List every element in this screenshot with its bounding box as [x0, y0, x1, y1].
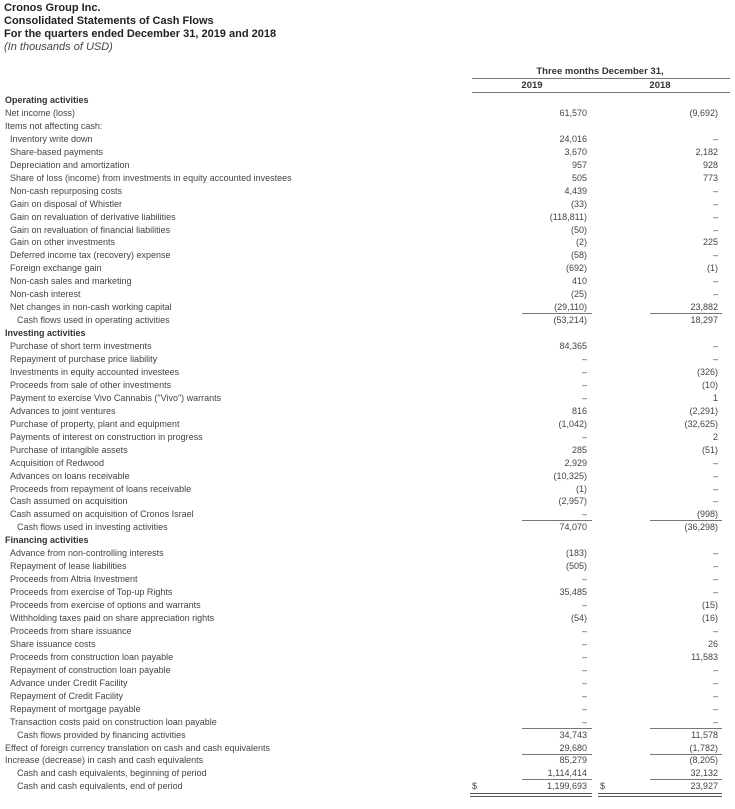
table-row: [0, 457, 735, 470]
value-2018: –: [712, 250, 718, 261]
total-double-rule: [470, 793, 592, 797]
table-row: [0, 120, 735, 133]
value-2018: 23,927: [690, 781, 718, 792]
row-label: Repayment of lease liabilities: [10, 561, 127, 572]
row-label: Payment to exercise Vivo Cannabis ("Vivo") warrants: [10, 392, 222, 403]
value-2018: 2,182: [695, 146, 718, 157]
value-2019: 85,279: [559, 755, 587, 766]
units-text: (In thousands of USD): [4, 41, 113, 53]
value-2018: –: [712, 470, 718, 481]
value-2018: –: [712, 690, 718, 701]
value-2019: –: [581, 716, 587, 727]
row-label: Gain on revaluation of derivative liabilities: [10, 211, 176, 222]
table-row: [0, 262, 735, 275]
row-label: Non-cash interest: [10, 289, 81, 300]
row-label: Proceeds from sale of other investments: [10, 379, 172, 390]
value-2019: 4,439: [564, 185, 587, 196]
value-2018: 928: [702, 159, 718, 170]
currency-symbol-2019: $: [472, 781, 478, 792]
value-2018: 11,578: [691, 729, 718, 740]
value-2018: –: [712, 211, 718, 222]
value-2018: –: [712, 548, 718, 559]
value-2018: (36,298): [684, 522, 718, 533]
value-2018: (10): [701, 379, 718, 390]
value-2018: –: [712, 198, 718, 209]
table-row: [0, 625, 735, 638]
table-row: [0, 742, 735, 755]
value-2018: 18,297: [690, 315, 718, 326]
table-row: [0, 405, 735, 418]
currency-symbol-2018: $: [600, 781, 606, 792]
section-heading: [0, 94, 735, 107]
row-label: Proceeds from Altria Investment: [10, 574, 138, 585]
row-label: Purchase of intangible assets: [10, 444, 128, 455]
table-row: [0, 573, 735, 586]
value-2019: –: [581, 354, 587, 364]
row-label: Non-cash repurposing costs: [10, 185, 123, 196]
statement-title: Consolidated Statements of Cash Flows: [4, 15, 214, 27]
value-2018: 11,583: [691, 651, 718, 662]
table-row: [0, 729, 735, 742]
row-label: Proceeds from exercise of Top-up Rights: [10, 587, 173, 598]
value-2018: –: [712, 341, 718, 352]
value-2019: (2): [576, 237, 587, 248]
period-text: For the quarters ended December 31, 2019 and 2018: [4, 28, 277, 40]
value-2019: (1,042): [558, 418, 587, 429]
value-2019: (25): [570, 289, 587, 300]
value-2019: –: [581, 638, 587, 649]
table-row: [0, 508, 735, 521]
value-2019: (505): [565, 561, 587, 572]
value-2019: 35,485: [559, 587, 587, 598]
table-row: [0, 159, 735, 172]
table-row: [0, 612, 735, 625]
row-label: Investments in equity accounted investees: [10, 366, 180, 377]
value-2019: –: [581, 379, 587, 390]
value-2018: –: [712, 276, 718, 287]
table-row: [0, 444, 735, 457]
row-label: Net income (loss): [5, 107, 76, 118]
value-2018: –: [712, 483, 718, 494]
table-row: [0, 703, 735, 716]
value-2019: (50): [570, 224, 587, 235]
row-label: Net changes in non-cash working capital: [10, 302, 172, 313]
value-2019: (53,214): [553, 315, 587, 326]
company-name: Cronos Group Inc.: [4, 2, 101, 14]
table-row: [0, 288, 735, 301]
value-2018: –: [712, 587, 718, 598]
row-label: Cash assumed on acquisition of Cronos Israel: [10, 509, 194, 520]
table-row: [0, 547, 735, 560]
table-row: [0, 366, 735, 379]
value-2019: –: [581, 677, 587, 688]
table-row: [0, 638, 735, 651]
value-2018: –: [712, 354, 718, 364]
table-row: [0, 185, 735, 198]
value-2018: –: [712, 716, 718, 727]
row-label: Cash flows used in investing activities: [17, 522, 168, 533]
row-label: Operating activities: [5, 95, 89, 105]
value-2019: 957: [571, 159, 587, 170]
value-2018: (51): [701, 444, 718, 455]
table-row: [0, 379, 735, 392]
value-2018: (15): [701, 600, 718, 611]
row-label: Effect of foreign currency translation on cash and cash equivalents: [5, 742, 270, 753]
value-2018: (16): [701, 613, 718, 623]
row-label: Proceeds from share issuance: [10, 625, 132, 636]
table-row: [0, 470, 735, 483]
value-2019: –: [581, 574, 587, 585]
value-2018: (1): [707, 263, 718, 274]
row-label: Purchase of property, plant and equipment: [10, 418, 180, 429]
value-2019: 816: [571, 405, 587, 416]
total-double-rule: [598, 793, 722, 797]
value-2019: 410: [571, 276, 587, 287]
row-label: Gain on revaluation of financial liabilities: [10, 224, 171, 235]
row-label: Cash and cash equivalents, end of period: [17, 781, 183, 792]
value-2018: 225: [702, 237, 718, 248]
row-label: Repayment of construction loan payable: [10, 664, 171, 675]
value-2018: –: [712, 496, 718, 507]
row-label: Acquisition of Redwood: [10, 457, 105, 468]
table-row: [0, 418, 735, 431]
table-row: [0, 275, 735, 288]
value-2019: –: [581, 664, 587, 675]
table-row: [0, 690, 735, 703]
table-row: [0, 236, 735, 249]
value-2019: –: [581, 431, 587, 442]
value-2019: –: [581, 509, 587, 520]
row-label: Gain on disposal of Whistler: [10, 198, 123, 209]
row-label: Share issuance costs: [10, 638, 96, 649]
table-row: [0, 301, 735, 314]
row-label: Advances on loans receivable: [10, 470, 130, 481]
value-2018: (326): [696, 366, 718, 377]
column-group-header: Three months December 31,: [536, 66, 664, 77]
value-2019: –: [581, 392, 587, 403]
row-label: Proceeds from exercise of options and warrants: [10, 600, 201, 611]
value-2019: –: [581, 651, 587, 662]
value-2018: (1,782): [689, 742, 718, 753]
table-row: [0, 314, 735, 327]
row-label: Proceeds from construction loan payable: [10, 651, 174, 662]
value-2019: –: [581, 600, 587, 611]
column-header-2019: 2019: [521, 80, 543, 91]
section-heading: [0, 327, 735, 340]
value-2018: –: [712, 457, 718, 468]
row-label: Gain on other investments: [10, 237, 116, 248]
table-row: [0, 249, 735, 262]
row-label: Repayment of mortgage payable: [10, 703, 141, 714]
table-row: [0, 495, 735, 508]
value-2018: –: [712, 625, 718, 636]
value-2018: (2,291): [689, 405, 718, 416]
value-2019: (2,957): [558, 496, 587, 507]
table-row: [0, 521, 735, 534]
value-2019: 84,365: [559, 341, 587, 352]
row-label: Items not affecting cash:: [5, 120, 103, 131]
table-row: [0, 780, 735, 793]
value-2019: 74,070: [559, 522, 587, 533]
row-label: Increase (decrease) in cash and cash equivalents: [5, 755, 204, 766]
row-label: Advances to joint ventures: [10, 405, 116, 416]
row-label: Financing activities: [5, 535, 89, 546]
value-2019: –: [581, 625, 587, 636]
value-2019: (118,811): [549, 211, 587, 222]
value-2018: –: [712, 574, 718, 585]
value-2018: 23,882: [690, 302, 718, 313]
table-row: [0, 754, 735, 767]
value-2019: 24,016: [559, 133, 587, 144]
table-row: [0, 146, 735, 159]
value-2018: 773: [702, 172, 718, 183]
value-2019: (29,110): [554, 302, 587, 313]
table-row: [0, 172, 735, 185]
table-row: [0, 107, 735, 120]
value-2019: (33): [570, 198, 587, 209]
value-2018: –: [712, 561, 718, 572]
section-heading: [0, 534, 735, 547]
value-2018: –: [712, 133, 718, 144]
value-2018: 32,132: [690, 768, 718, 779]
value-2019: (692): [565, 263, 587, 274]
column-header-2018: 2018: [649, 80, 671, 91]
table-row: [0, 560, 735, 573]
row-label: Cash flows provided by financing activities: [17, 729, 186, 740]
value-2019: 1,199,693: [546, 781, 587, 792]
value-2018: 1: [712, 392, 718, 403]
table-row: [0, 716, 735, 729]
row-label: Transaction costs paid on construction loan payable: [10, 716, 217, 727]
value-2019: 61,570: [559, 107, 587, 118]
row-label: Proceeds from repayment of loans receivable: [10, 483, 192, 494]
table-row: [0, 664, 735, 677]
table-row: [0, 340, 735, 353]
value-2019: 3,670: [564, 146, 587, 157]
table-row: [0, 211, 735, 224]
value-2018: –: [712, 224, 718, 235]
value-2019: (183): [565, 548, 587, 559]
row-label: Purchase of short term investments: [10, 341, 152, 352]
table-row: [0, 586, 735, 599]
value-2018: –: [712, 677, 718, 688]
value-2019: –: [581, 690, 587, 701]
row-label: Share-based payments: [10, 146, 104, 157]
table-row: [0, 767, 735, 780]
value-2018: (998): [696, 509, 718, 520]
value-2018: 26: [707, 638, 718, 649]
value-2018: –: [712, 703, 718, 714]
value-2018: –: [712, 664, 718, 675]
value-2019: 34,743: [559, 729, 587, 740]
value-2018: (8,205): [689, 755, 718, 766]
table-row: [0, 392, 735, 405]
row-label: Advance from non-controlling interests: [10, 548, 164, 559]
row-label: Foreign exchange gain: [10, 263, 102, 274]
table-row: [0, 483, 735, 496]
row-label: Withholding taxes paid on share appreciation rights: [10, 613, 215, 623]
value-2018: –: [712, 289, 718, 300]
table-row: [0, 133, 735, 146]
table-row: [0, 224, 735, 237]
row-label: Repayment of purchase price liability: [10, 354, 158, 364]
value-2019: 29,680: [559, 742, 587, 753]
row-label: Share of loss (income) from investments in equity accounted investees: [10, 172, 292, 183]
value-2019: –: [581, 366, 587, 377]
value-2019: 1,114,414: [547, 768, 587, 779]
row-label: Inventory write down: [10, 133, 93, 144]
value-2019: 2,929: [564, 457, 587, 468]
row-label: Depreciation and amortization: [10, 159, 130, 170]
row-label: Cash flows used in operating activities: [17, 315, 170, 326]
row-label: Deferred income tax (recovery) expense: [10, 250, 171, 261]
row-label: Repayment of Credit Facility: [10, 690, 124, 701]
value-2019: (10,325): [553, 470, 587, 481]
value-2019: –: [581, 703, 587, 714]
value-2019: 505: [571, 172, 587, 183]
table-row: [0, 599, 735, 612]
value-2019: (58): [570, 250, 587, 261]
table-row: [0, 353, 735, 366]
row-label: Non-cash sales and marketing: [10, 276, 132, 287]
table-row: [0, 651, 735, 664]
row-label: Advance under Credit Facility: [10, 677, 128, 688]
table-row: [0, 677, 735, 690]
value-2019: (1): [576, 483, 587, 494]
value-2018: 2: [712, 431, 718, 442]
value-2018: –: [712, 185, 718, 196]
value-2018: (32,625): [684, 418, 718, 429]
row-label: Investing activities: [5, 328, 86, 339]
value-2018: (9,692): [689, 107, 718, 118]
row-label: Cash assumed on acquisition: [10, 496, 128, 507]
value-2019: (54): [570, 613, 587, 623]
row-label: Payments of interest on construction in progress: [10, 431, 203, 442]
value-2019: 285: [571, 444, 587, 455]
table-row: [0, 198, 735, 211]
row-label: Cash and cash equivalents, beginning of period: [17, 768, 207, 779]
table-row: [0, 431, 735, 444]
